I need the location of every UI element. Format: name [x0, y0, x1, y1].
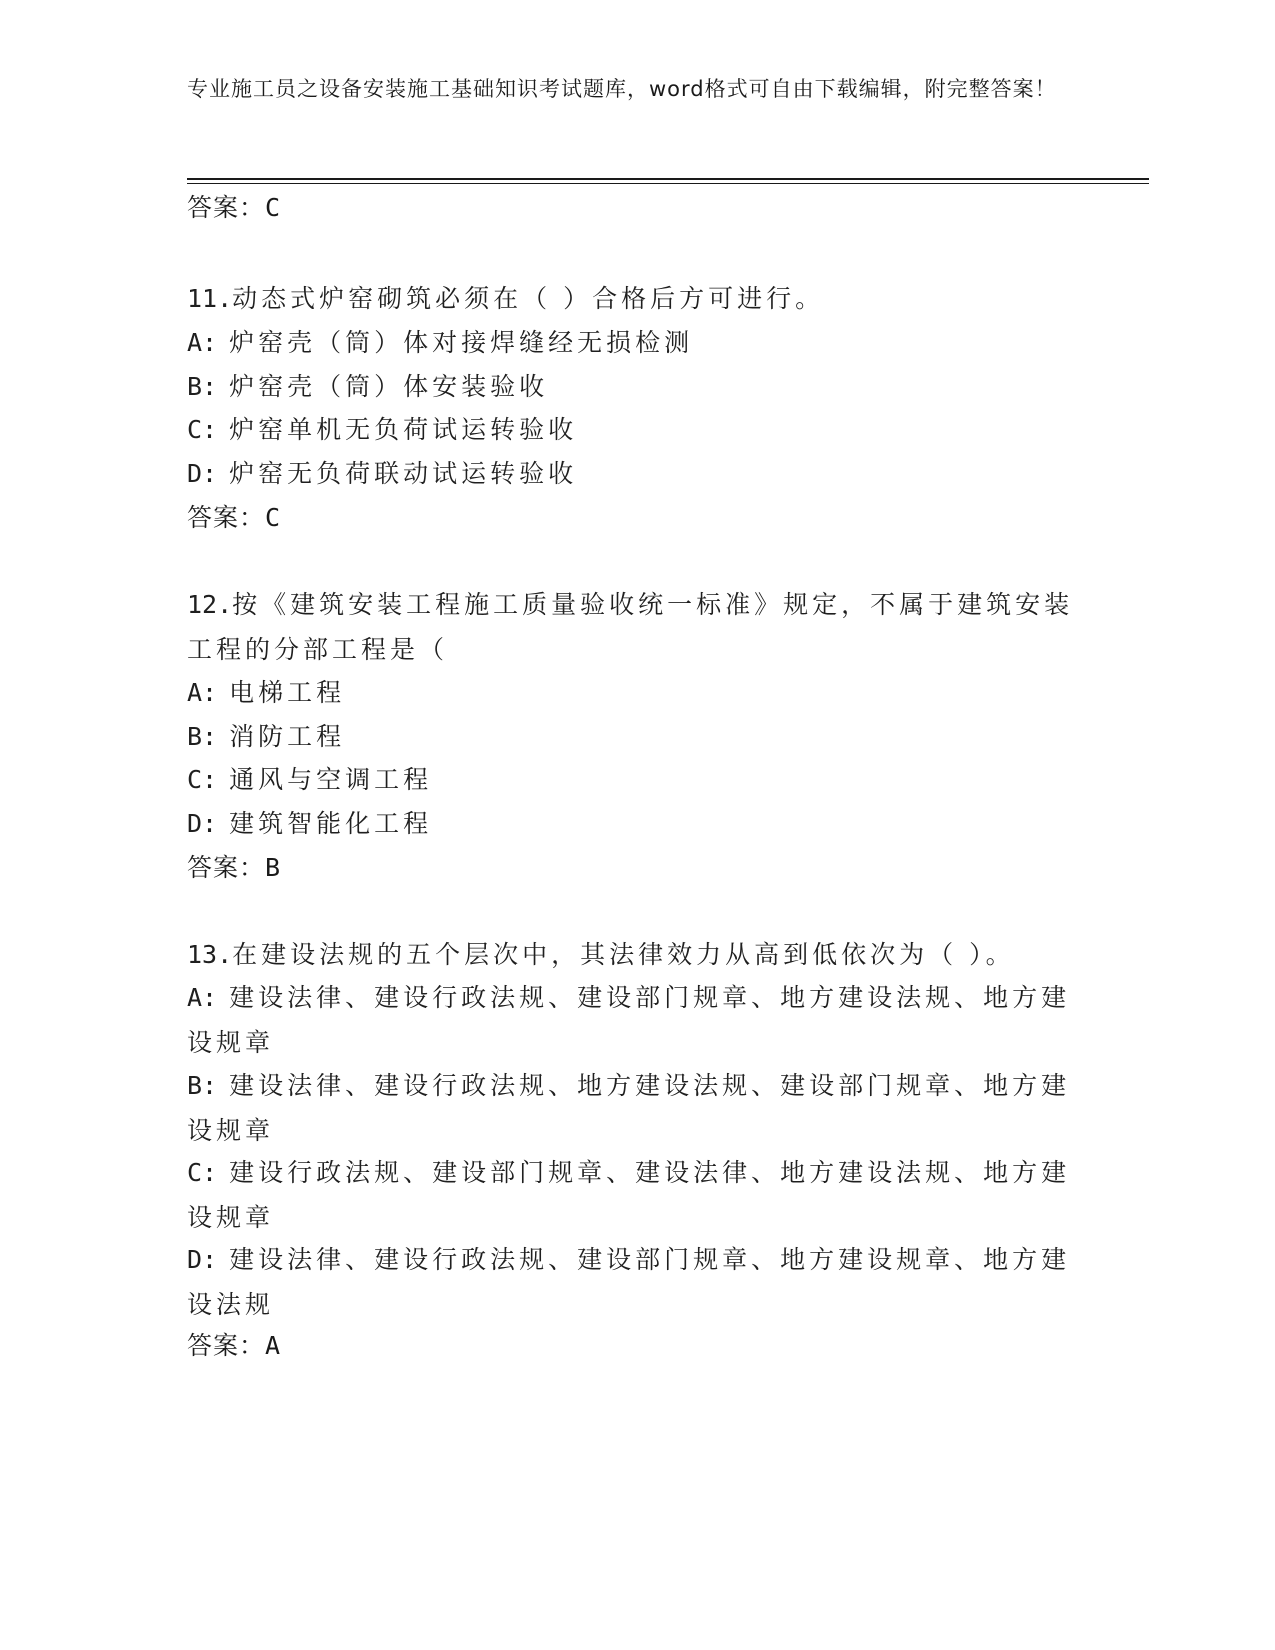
question-11	[187, 276, 1077, 321]
option-letter: A:	[187, 328, 218, 357]
question-13	[187, 932, 1077, 977]
q12-option-d	[187, 801, 1077, 846]
option-letter: A:	[187, 983, 218, 1012]
answer-q12	[187, 850, 281, 886]
answer-q10	[187, 190, 281, 226]
q13-option-c	[187, 1150, 1077, 1240]
answer-label: 答案：	[187, 1331, 266, 1360]
option-text: 建设法律、建设行政法规、建设部门规章、地方建设规章、地方建设法规	[187, 1245, 1071, 1319]
q13-option-a	[187, 975, 1077, 1065]
question-number: 11.	[187, 284, 233, 313]
option-letter: A:	[187, 678, 218, 707]
answer-label: 答案：	[187, 193, 266, 222]
option-text: 通风与空调工程	[229, 765, 433, 794]
option-text: 建设法律、建设行政法规、建设部门规章、地方建设法规、地方建设规章	[187, 983, 1071, 1057]
header-rule-thin	[187, 183, 1149, 184]
question-text: 动态式炉窑砌筑必须在（ ）合格后方可进行。	[232, 284, 825, 313]
header-rule-thick	[187, 178, 1149, 180]
q11-option-a	[187, 320, 1077, 365]
question-12	[187, 582, 1077, 672]
option-text: 炉窑单机无负荷试运转验收	[229, 415, 578, 444]
q13-option-d	[187, 1237, 1077, 1327]
option-letter: B:	[187, 722, 218, 751]
q11-option-c	[187, 407, 1077, 452]
option-text: 电梯工程	[229, 678, 346, 707]
option-letter: C:	[187, 1158, 218, 1187]
option-text: 建设行政法规、建设部门规章、建设法律、地方建设法规、地方建设规章	[187, 1158, 1071, 1232]
option-text: 炉窑壳（筒）体安装验收	[229, 372, 549, 401]
option-letter: D:	[187, 459, 218, 488]
option-text: 建设法律、建设行政法规、地方建设法规、建设部门规章、地方建设规章	[187, 1071, 1071, 1145]
q11-option-d	[187, 451, 1077, 496]
q12-option-c	[187, 757, 1077, 802]
question-number: 13.	[187, 940, 233, 969]
option-text: 炉窑无负荷联动试运转验收	[229, 459, 578, 488]
answer-label: 答案：	[187, 503, 266, 532]
answer-value: B	[265, 853, 282, 882]
option-letter: D:	[187, 1245, 218, 1274]
document-header: 专业施工员之设备安装施工基础知识考试题库，word格式可自由下载编辑，附完整答案！	[187, 77, 1057, 101]
answer-q13	[187, 1328, 281, 1364]
answer-value: A	[265, 1331, 282, 1360]
question-text: 在建设法规的五个层次中，其法律效力从高到低依次为（ ）。	[232, 940, 1015, 969]
q11-option-b	[187, 364, 1077, 409]
option-letter: C:	[187, 765, 218, 794]
option-text: 炉窑壳（筒）体对接焊缝经无损检测	[229, 328, 694, 357]
answer-q11	[187, 500, 281, 536]
answer-value: C	[265, 193, 282, 222]
option-letter: D:	[187, 809, 218, 838]
q12-option-b	[187, 714, 1077, 759]
answer-value: C	[265, 503, 282, 532]
question-number: 12.	[187, 590, 233, 619]
option-letter: C:	[187, 415, 218, 444]
question-text: 按《建筑安装工程施工质量验收统一标准》规定，不属于建筑安装工程的分部工程是（	[187, 590, 1074, 664]
option-text: 消防工程	[229, 722, 346, 751]
option-letter: B:	[187, 1071, 218, 1100]
answer-label: 答案：	[187, 853, 266, 882]
q12-option-a	[187, 670, 1077, 715]
q13-option-b	[187, 1063, 1077, 1153]
option-letter: B:	[187, 372, 218, 401]
option-text: 建筑智能化工程	[229, 809, 433, 838]
